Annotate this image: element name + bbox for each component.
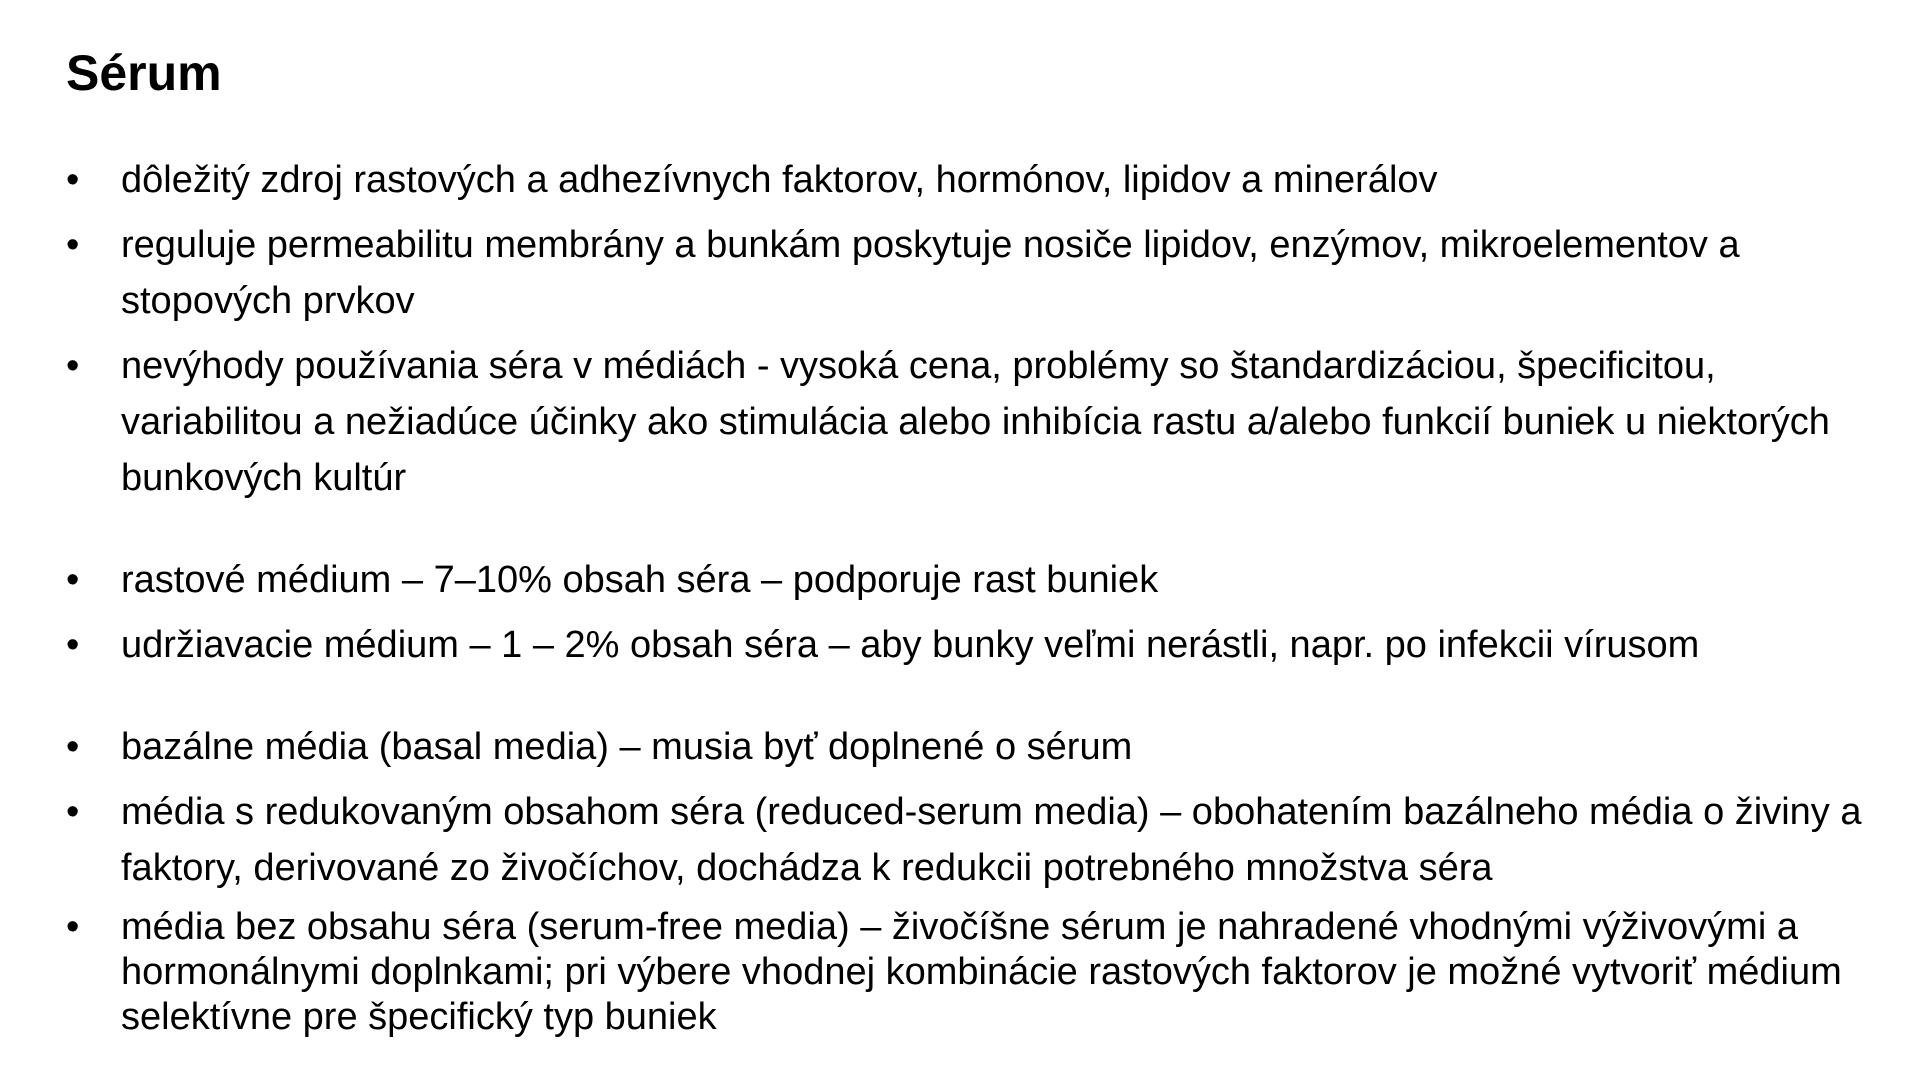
bullet-text: dôležitý zdroj rastových a adhezívnych faktorov, hormónov, lipidov a minerálov xyxy=(121,159,1438,201)
bullet-item xyxy=(66,905,1896,1040)
bullet-item xyxy=(66,217,1896,329)
bullet-dot: • xyxy=(66,726,80,768)
bullet-item xyxy=(66,552,1896,608)
bullet-text: nevýhody používania séra v médiách - vysoká cena, problémy so štandardizáciou, špecificitou, variabilitou a nežiadúce účinky ako stimulácia alebo inhibícia rastu a/alebo funkcií buniek u niektorých bunkových kultúr xyxy=(121,345,1830,499)
bullet-text: udržiavacie médium – 1 – 2% obsah séra – aby bunky veľmi nerástli, napr. po infekcii vírusom xyxy=(121,624,1700,666)
bullet-dot: • xyxy=(66,624,80,666)
bullet-dot: • xyxy=(66,559,80,601)
bullet-item xyxy=(66,338,1896,506)
bullet-item xyxy=(66,719,1896,775)
bullet-list xyxy=(66,152,1896,1049)
bullet-dot: • xyxy=(66,906,80,948)
bullet-text: média s redukovaným obsahom séra (reduced-serum media) – obohatením bazálneho média o živiny a faktory, derivované zo živočíchov, dochádza k redukcii potrebného množstva séra xyxy=(121,791,1862,889)
slide-title: Sérum xyxy=(66,45,222,101)
bullet-text: reguluje permeabilitu membrány a bunkám poskytuje nosiče lipidov, enzýmov, mikroelementov a stopových prvkov xyxy=(121,224,1740,322)
bullet-dot: • xyxy=(66,345,80,387)
bullet-text: rastové médium – 7–10% obsah séra – podporuje rast buniek xyxy=(121,559,1159,601)
bullet-item xyxy=(66,617,1896,673)
bullet-item xyxy=(66,784,1896,896)
bullet-dot: • xyxy=(66,791,80,833)
bullet-item xyxy=(66,152,1896,208)
bullet-text: bazálne média (basal media) – musia byť doplnené o sérum xyxy=(121,726,1133,768)
bullet-text: média bez obsahu séra (serum-free media) – živočíšne sérum je nahradené vhodnými výživovými a hormonálnymi doplnkami; pri výbere vhodnej kombinácie rastových faktorov je možné vytvoriť médium selektívne pre špecifický typ buniek xyxy=(121,906,1842,1038)
bullet-dot: • xyxy=(66,224,80,266)
bullet-dot: • xyxy=(66,159,80,201)
